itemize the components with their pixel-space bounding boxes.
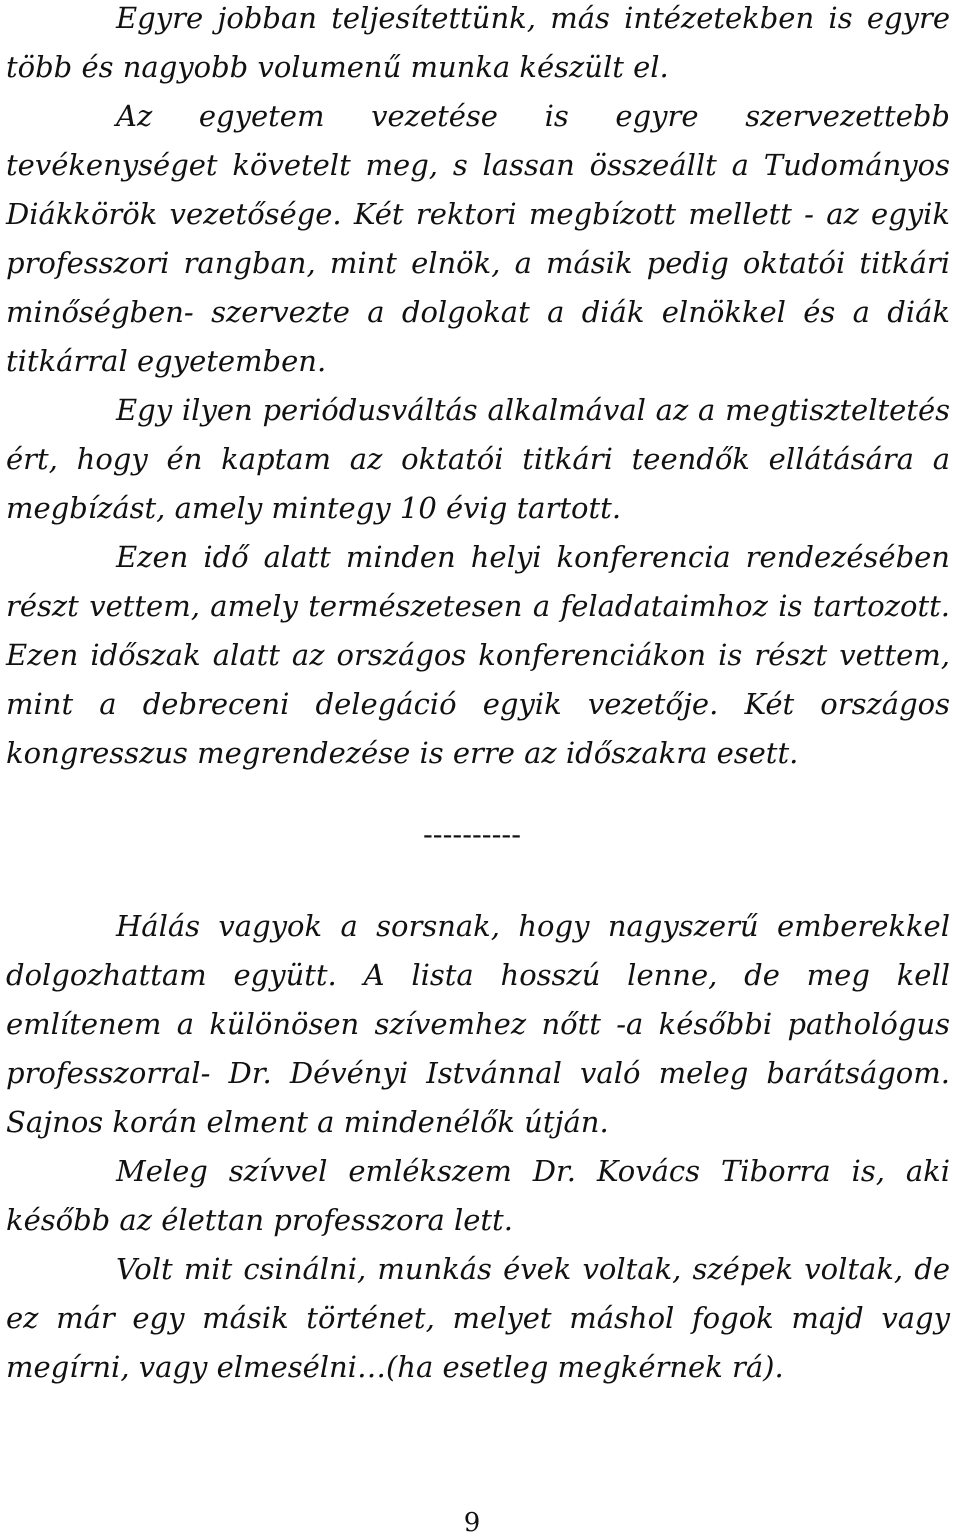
paragraph: Hálás vagyok a sorsnak, hogy nagyszerű emberekkel dolgozhattam együtt. A lista hosszú lenne, de meg kell említenem a különösen szívemhez nőtt -a későbbi pathológus professzorral- Dr. Dévényi Istvánnal való meleg barátságom. Sajnos korán elment a mindenélők útján. (6, 909, 950, 1139)
paragraph: Volt mit csinálni, munkás évek voltak, szépek voltak, de ez már egy másik történet, melyet máshol fogok majd vagy megírni, vagy elmesélni…(ha esetleg megkérnek rá). (6, 1252, 950, 1384)
paragraph: Egyre jobban teljesítettünk, más intézetekben is egyre több és nagyobb volumenű munka készült el. (6, 1, 950, 84)
section-separator: ---------- (423, 817, 521, 851)
paragraph: Ezen idő alatt minden helyi konferencia rendezésében részt vettem, amely természetesen a feladataimhoz is tartozott. Ezen időszak alatt az országos konferenciákon is részt vettem, mint a debreceni delegáció egyik vezetője. Két országos kongresszus megrendezése is erre az időszakra esett. (6, 540, 950, 770)
page-number: 9 (463, 1508, 481, 1538)
text-block-upper (6, 0, 950, 778)
paragraph: Meleg szívvel emlékszem Dr. Kovács Tiborra is, aki később az élettan professzora lett. (6, 1154, 950, 1237)
paragraph: Egy ilyen periódusváltás alkalmával az a megtiszteltetés ért, hogy én kaptam az oktatói titkári teendők ellátására a megbízást, amely mintegy 10 évig tartott. (6, 393, 950, 525)
text-block-lower (6, 902, 950, 1392)
paragraph: Az egyetem vezetése is egyre szervezettebb tevékenységet követelt meg, s lassan összeállt a Tudományos Diákkörök vezetősége. Két rektori megbízott mellett - az egyik professzori rangban, mint elnök, a másik pedig oktatói titkári minőségben- szervezte a dolgokat a diák elnökkel és a diák titkárral egyetemben. (6, 99, 950, 378)
